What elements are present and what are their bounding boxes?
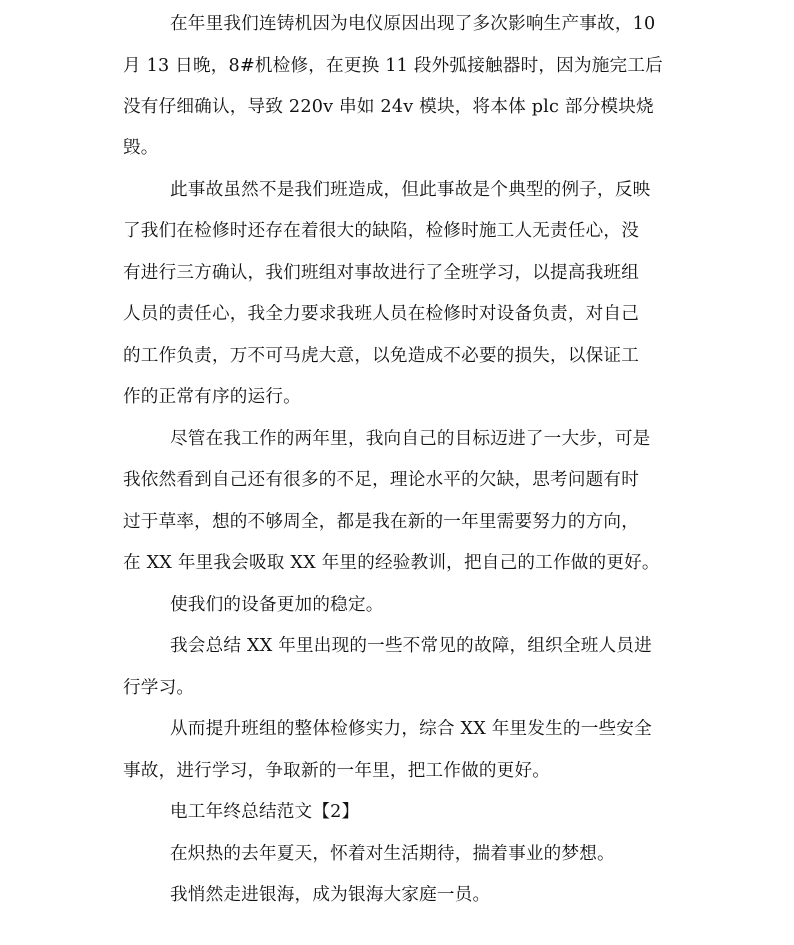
- text-line: 我悄然走进银海，成为银海大家庭一员。: [170, 885, 491, 905]
- text-line: 我会总结 XX 年里出现的一些不常见的故障，组织全班人员进: [170, 636, 652, 656]
- section-heading: 电工年终总结范文【2】: [170, 802, 360, 822]
- text-line: 有进行三方确认，我们班组对事故进行了全班学习，以提高我班组: [123, 263, 640, 283]
- text-line: 在年里我们连铸机因为电仪原因出现了多次影响生产事故，10: [170, 14, 656, 34]
- text-line: 了我们在检修时还存在着很大的缺陷，检修时施工人无责任心，没: [123, 221, 640, 241]
- text-line: 我依然看到自己还有很多的不足，理论水平的欠缺，思考问题有时: [123, 470, 640, 490]
- text-line: 人员的责任心，我全力要求我班人员在检修时对设备负责，对自己: [123, 304, 640, 324]
- text-line: 事故，进行学习，争取新的一年里，把工作做的更好。: [123, 761, 551, 781]
- text-line: 此事故虽然不是我们班造成，但此事故是个典型的例子，反映: [170, 180, 651, 200]
- text-line: 过于草率，想的不够周全，都是我在新的一年里需要努力的方向，: [123, 512, 640, 532]
- text-line: 尽管在我工作的两年里，我向自己的目标迈进了一大步，可是: [170, 429, 651, 449]
- text-line: 作的正常有序的运行。: [123, 387, 301, 407]
- text-line: 在炽热的去年夏天，怀着对生活期待，揣着事业的梦想。: [170, 844, 615, 864]
- text-line: 毁。: [123, 138, 159, 158]
- text-line: 从而提升班组的整体检修实力，综合 XX 年里发生的一些安全: [170, 719, 652, 739]
- text-line: 行学习。: [123, 678, 195, 698]
- text-line: 使我们的设备更加的稳定。: [170, 595, 384, 615]
- text-line: 在 XX 年里我会吸取 XX 年里的经验教训，把自己的工作做的更好。: [123, 553, 660, 573]
- text-line: 的工作负责，万不可马虎大意，以免造成不必要的损失，以保证工: [123, 346, 640, 366]
- text-line: 没有仔细确认，导致 220v 串如 24v 模块，将本体 plc 部分模块烧: [123, 97, 654, 117]
- text-line: 月 13 日晚，8#机检修，在更换 11 段外弧接触器时，因为施完工后: [123, 56, 663, 76]
